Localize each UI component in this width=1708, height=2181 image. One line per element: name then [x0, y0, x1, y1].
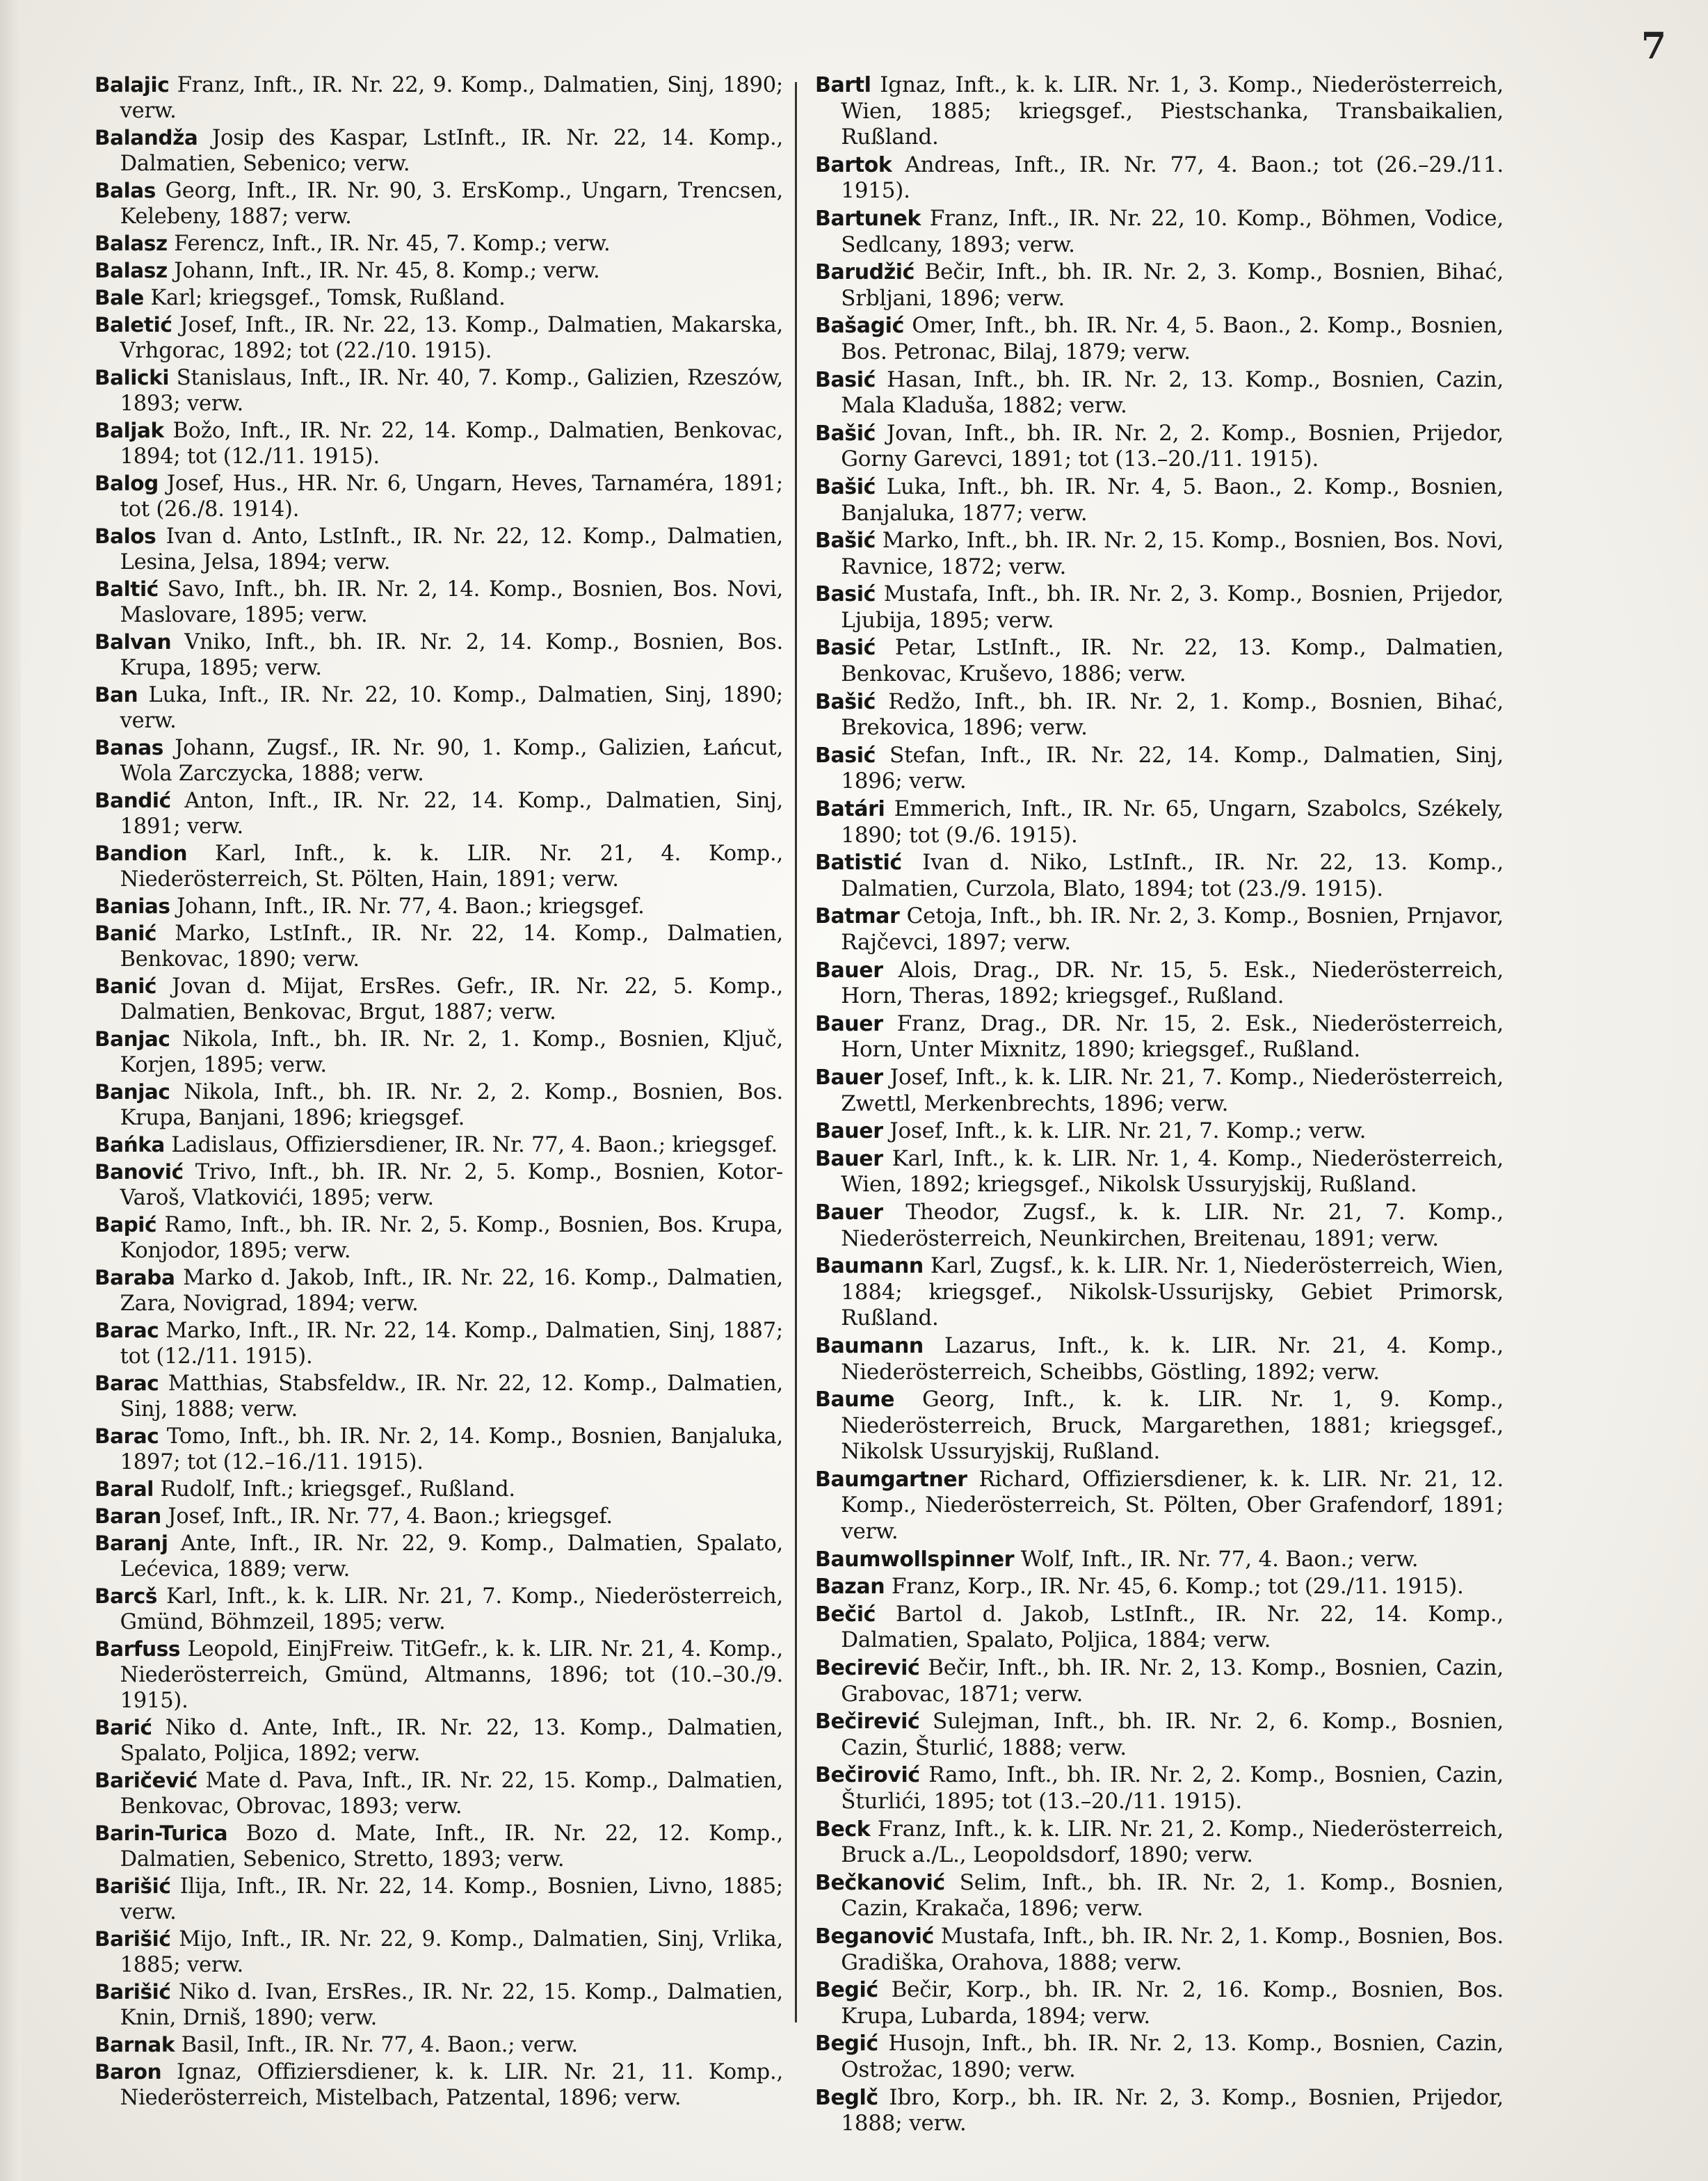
entry-surname: Begić: [815, 2031, 878, 2057]
entry-details: Franz, Drag., DR. Nr. 15, 2. Esk., Niederösterreich, Horn, Unter Mixnitz, 1890; kriegsgef., Rußland.: [841, 1011, 1504, 1063]
entry-details: Ilija, Inft., IR. Nr. 22, 14. Komp., Bosnien, Livno, 1885; verw.: [120, 1874, 783, 1924]
casualty-entry: [95, 577, 783, 628]
casualty-entry: [815, 1817, 1504, 1869]
casualty-entry: [95, 125, 783, 177]
casualty-entry: [95, 841, 783, 892]
casualty-entry: [815, 474, 1504, 526]
entry-surname: Batmar: [815, 904, 900, 929]
entry-surname: Ban: [95, 683, 138, 707]
entry-surname: Bašić: [815, 689, 876, 714]
entry-surname: Baume: [815, 1387, 895, 1413]
entry-details: Basil, Inft., IR. Nr. 77, 4. Baon.; verw.: [175, 2033, 578, 2057]
entry-details: Bozo d. Mate, Inft., IR. Nr. 22, 12. Komp., Dalmatien, Sebenico, Stretto, 1893; verw.: [120, 1821, 783, 1872]
entry-surname: Barcš: [95, 1584, 157, 1608]
entry-surname: Bašić: [815, 474, 876, 499]
entry-details: Sulejman, Inft., bh. IR. Nr. 2, 6. Komp., Bosnien, Cazin, Šturlić, 1888; verw.: [841, 1709, 1504, 1760]
casualty-entry: [815, 421, 1504, 473]
entry-details: Husojn, Inft., bh. IR. Nr. 2, 13. Komp., Bosnien, Cazin, Ostrožac, 1890; verw.: [841, 2031, 1504, 2082]
entry-details: Luka, Inft., bh. IR. Nr. 4, 5. Baon., 2. Komp., Bosnien, Banjaluka, 1877; verw.: [841, 474, 1504, 526]
entry-surname: Banjac: [95, 1027, 170, 1051]
casualty-entry: [815, 1602, 1504, 1654]
entry-details: Ibro, Korp., bh. IR. Nr. 2, 3. Komp., Bosnien, Prijedor, 1888; verw.: [841, 2084, 1504, 2136]
entry-details: Cetoja, Inft., bh. IR. Nr. 2, 3. Komp., Bosnien, Prnjavor, Rajčevci, 1897; verw.: [841, 903, 1504, 955]
entry-surname: Balvan: [95, 630, 172, 654]
casualty-entry: [95, 1424, 783, 1475]
casualty-entry: [815, 1977, 1504, 2029]
entry-details: Niko d. Ante, Inft., IR. Nr. 22, 13. Komp., Dalmatien, Spalato, Poljica, 1892; verw.: [120, 1716, 783, 1766]
casualty-entry: [815, 958, 1504, 1010]
entry-surname: Bale: [95, 286, 144, 309]
entry-details: Ramo, Inft., bh. IR. Nr. 2, 5. Komp., Bosnien, Bos. Krupa, Konjodor, 1895; verw.: [120, 1213, 783, 1263]
entry-surname: Bauer: [815, 1065, 883, 1090]
casualty-entry: [815, 1146, 1504, 1198]
entry-details: Ferencz, Inft., IR. Nr. 45, 7. Komp.; verw.: [167, 232, 611, 256]
entry-details: Georg, Inft., k. k. LIR. Nr. 1, 9. Komp., Niederösterreich, Bruck, Margarethen, 1881; kriegsgef., Nikolsk Ussuryjskij, Rußland.: [841, 1387, 1504, 1465]
entry-surname: Bańka: [95, 1133, 165, 1157]
entry-details: Ignaz, Offiziersdiener, k. k. LIR. Nr. 21, 11. Komp., Niederösterreich, Mistelbach, Patzental, 1896; verw.: [120, 2060, 783, 2110]
entry-details: Luka, Inft., IR. Nr. 22, 10. Komp., Dalmatien, Sinj, 1890; verw.: [120, 683, 783, 733]
casualty-entry: [95, 974, 783, 1025]
entry-details: Georg, Inft., IR. Nr. 90, 3. ErsKomp., Ungarn, Trencsen, Kelebeny, 1887; verw.: [120, 179, 783, 229]
entry-surname: Baran: [95, 1504, 161, 1528]
entry-details: Trivo, Inft., bh. IR. Nr. 2, 5. Komp., Bosnien, Kotor-Varoš, Vlatkovići, 1895; verw.: [120, 1160, 783, 1210]
entry-details: Nikola, Inft., bh. IR. Nr. 2, 2. Komp., Bosnien, Bos. Krupa, Banjani, 1896; kriegsgef.: [120, 1080, 783, 1130]
entry-details: Franz, Inft., IR. Nr. 22, 9. Komp., Dalmatien, Sinj, 1890; verw.: [120, 73, 783, 123]
casualty-entry: [95, 1821, 783, 1872]
entry-surname: Balos: [95, 524, 156, 548]
entry-details: Tomo, Inft., bh. IR. Nr. 2, 14. Komp., Bosnien, Banjaluka, 1897; tot (12.–16./11. 1915).: [120, 1424, 783, 1474]
entry-details: Josef, Inft., IR. Nr. 77, 4. Baon.; kriegsgef.: [161, 1504, 613, 1529]
entry-details: Ramo, Inft., bh. IR. Nr. 2, 2. Komp., Bosnien, Cazin, Šturlići, 1895; tot (13.–20./11. 1915).: [841, 1762, 1504, 1814]
casualty-entry: [95, 1079, 783, 1131]
casualty-entry: [95, 682, 783, 734]
entry-surname: Banović: [95, 1160, 184, 1184]
entry-surname: Barišić: [95, 1927, 171, 1951]
entry-surname: Bečirović: [815, 1763, 920, 1788]
entry-surname: Baričević: [95, 1769, 198, 1792]
right-column: [815, 72, 1504, 2139]
casualty-entry: [815, 1870, 1504, 1922]
casualty-entry: [815, 2031, 1504, 2083]
entry-details: Marko, LstInft., IR. Nr. 22, 14. Komp., Dalmatien, Benkovac, 1890; verw.: [120, 922, 783, 972]
entry-surname: Basić: [815, 743, 876, 768]
entry-details: Rudolf, Inft.; kriegsgef., Rußland.: [153, 1477, 515, 1502]
entry-surname: Baljak: [95, 419, 164, 442]
entry-details: Vniko, Inft., bh. IR. Nr. 2, 14. Komp., Bosnien, Bos. Krupa, 1895; verw.: [120, 630, 783, 680]
entry-details: Wolf, Inft., IR. Nr. 77, 4. Baon.; verw.: [1014, 1546, 1419, 1572]
casualty-entry: [95, 418, 783, 469]
casualty-entry: [95, 735, 783, 787]
entry-surname: Barić: [95, 1716, 152, 1739]
entry-surname: Balicki: [95, 366, 170, 389]
entry-details: Ivan d. Niko, LstInft., IR. Nr. 22, 13. Komp., Dalmatien, Curzola, Blato, 1894; tot (23./9. 1915).: [841, 850, 1504, 901]
entry-details: Johann, Inft., IR. Nr. 45, 8. Komp.; verw.: [167, 259, 600, 283]
casualty-entry: [815, 367, 1504, 419]
entry-surname: Bazan: [815, 1575, 885, 1600]
entry-details: Leopold, EinjFreiw. TitGefr., k. k. LIR. Nr. 21, 4. Komp., Niederösterreich, Gmünd, Altmanns, 1896; tot (10.–30./9. 1915).: [120, 1637, 783, 1713]
casualty-entry: [95, 629, 783, 681]
casualty-entry: [95, 2032, 783, 2058]
entry-details: Johann, Inft., IR. Nr. 77, 4. Baon.; kriegsgef.: [170, 894, 645, 919]
entry-details: Hasan, Inft., bh. IR. Nr. 2, 13. Komp., Bosnien, Cazin, Mala Kladuša, 1882; verw.: [841, 367, 1504, 419]
entry-details: Ignaz, Inft., k. k. LIR. Nr. 1, 3. Komp., Niederösterreich, Wien, 1885; kriegsgef., Piestschanka, Transbaikalien, Rußland.: [841, 72, 1504, 150]
entry-surname: Baumwollspinner: [815, 1547, 1015, 1572]
entry-details: Richard, Offiziersdiener, k. k. LIR. Nr. 21, 12. Komp., Niederösterreich, St. Pölten, Ober Grafendorf, 1891; verw.: [841, 1466, 1504, 1545]
entry-surname: Balas: [95, 179, 156, 202]
entry-details: Stefan, Inft., IR. Nr. 22, 14. Komp., Dalmatien, Sinj, 1896; verw.: [841, 742, 1504, 794]
entry-details: Karl, Inft., k. k. LIR. Nr. 21, 7. Komp., Niederösterreich, Gmünd, Böhmzeil, 1895; verw.: [120, 1584, 783, 1634]
entry-details: Stanislaus, Inft., IR. Nr. 40, 7. Komp., Galizien, Rzeszów, 1893; verw.: [120, 366, 783, 416]
casualty-entry: [95, 894, 783, 919]
entry-surname: Baraba: [95, 1266, 175, 1289]
casualty-entry: [95, 1504, 783, 1529]
entry-details: Josef, Inft., k. k. LIR. Nr. 21, 7. Komp., Niederösterreich, Zwettl, Merkenbrechts, 1896; verw.: [841, 1064, 1504, 1116]
entry-surname: Barac: [95, 1371, 159, 1395]
entry-details: Alois, Drag., DR. Nr. 15, 5. Esk., Niederösterreich, Horn, Theras, 1892; kriegsgef., Rußland.: [841, 957, 1504, 1009]
entry-surname: Bartok: [815, 152, 892, 177]
entry-surname: Bašić: [815, 529, 876, 554]
entry-details: Nikola, Inft., bh. IR. Nr. 2, 1. Komp., Bosnien, Ključ, Korjen, 1895; verw.: [120, 1027, 783, 1077]
casualty-entry: [95, 1132, 783, 1158]
casualty-entry: [95, 1584, 783, 1635]
entry-surname: Baletić: [95, 313, 172, 337]
entry-details: Bečir, Inft., bh. IR. Nr. 2, 13. Komp., Bosnien, Cazin, Grabovac, 1871; verw.: [841, 1655, 1504, 1707]
left-column: [95, 72, 783, 2112]
entry-surname: Basić: [815, 636, 876, 661]
casualty-entry: [95, 471, 783, 522]
casualty-entry: [815, 1065, 1504, 1117]
entry-surname: Bauer: [815, 1119, 883, 1144]
entry-details: Redžo, Inft., bh. IR. Nr. 2, 1. Komp., Bosnien, Bihać, Brekovica, 1896; verw.: [841, 689, 1504, 741]
entry-surname: Barac: [95, 1424, 159, 1448]
casualty-entry: [815, 1118, 1504, 1145]
entry-surname: Basić: [815, 582, 876, 607]
casualty-entry: [95, 1531, 783, 1582]
entry-details: Andreas, Inft., IR. Nr. 77, 4. Baon.; tot (26.–29./11. 1915).: [841, 152, 1504, 204]
casualty-entry: [95, 2059, 783, 2111]
casualty-entry: [95, 1318, 783, 1369]
entry-details: Mustafa, Inft., bh. IR. Nr. 2, 1. Komp., Bosnien, Bos. Gradiška, Orahova, 1888; verw.: [841, 1923, 1504, 1975]
entry-details: Božo, Inft., IR. Nr. 22, 14. Komp., Dalmatien, Benkovac, 1894; tot (12./11. 1915).: [120, 419, 783, 469]
entry-surname: Banić: [95, 974, 156, 998]
entry-surname: Batári: [815, 797, 885, 822]
entry-surname: Baltić: [95, 577, 159, 601]
entry-surname: Baumann: [815, 1254, 924, 1279]
entry-surname: Barfuss: [95, 1637, 181, 1661]
casualty-entry: [95, 788, 783, 839]
entry-surname: Bauer: [815, 958, 883, 983]
casualty-entry: [815, 152, 1504, 204]
entry-details: Josef, Inft., k. k. LIR. Nr. 21, 7. Komp.; verw.: [883, 1118, 1367, 1144]
casualty-entry: [95, 1476, 783, 1502]
binding-edge: [0, 0, 21, 2181]
entry-surname: Basić: [815, 367, 876, 392]
entry-details: Franz, Inft., k. k. LIR. Nr. 21, 2. Komp., Niederösterreich, Bruck a./L., Leopoldsdorf, 1890; verw.: [841, 1816, 1504, 1868]
casualty-entry: [815, 1762, 1504, 1814]
casualty-entry: [95, 1159, 783, 1211]
entry-surname: Bašić: [815, 421, 876, 446]
entry-surname: Beganović: [815, 1924, 934, 1949]
entry-surname: Bečić: [815, 1602, 876, 1627]
entry-surname: Baumann: [815, 1333, 924, 1358]
entry-details: Jovan d. Mijat, ErsRes. Gefr., IR. Nr. 22, 5. Komp., Dalmatien, Benkovac, Brgut, 1887; verw.: [120, 974, 783, 1024]
entry-details: Niko d. Ivan, ErsRes., IR. Nr. 22, 15. Komp., Dalmatien, Knin, Drniš, 1890; verw.: [120, 1980, 783, 2030]
entry-details: Mustafa, Inft., bh. IR. Nr. 2, 3. Komp., Bosnien, Prijedor, Ljubija, 1895; verw.: [841, 581, 1504, 633]
casualty-entry: [95, 1768, 783, 1819]
entry-details: Josip des Kaspar, LstInft., IR. Nr. 22, 14. Komp., Dalmatien, Sebenico; verw.: [120, 126, 783, 176]
entry-details: Marko, Inft., IR. Nr. 22, 14. Komp., Dalmatien, Sinj, 1887; tot (12./11. 1915).: [120, 1319, 783, 1369]
casualty-entry: [815, 1574, 1504, 1600]
casualty-entry: [95, 921, 783, 972]
casualty-entry: [815, 635, 1504, 687]
entry-surname: Balandža: [95, 126, 198, 150]
casualty-entry: [95, 524, 783, 575]
entry-surname: Balog: [95, 472, 159, 495]
casualty-entry: [815, 796, 1504, 848]
entry-details: Josef, Inft., IR. Nr. 22, 13. Komp., Dalmatien, Makarska, Vrhgorac, 1892; tot (22./10. 1915).: [120, 313, 783, 363]
entry-details: Karl, Inft., k. k. LIR. Nr. 1, 4. Komp., Niederösterreich, Wien, 1892; kriegsgef., Nikolsk Ussuryjskij, Rußland.: [841, 1145, 1504, 1198]
entry-details: Mate d. Pava, Inft., IR. Nr. 22, 15. Komp., Dalmatien, Benkovac, Obrovac, 1893; verw.: [120, 1769, 783, 1819]
casualty-entry: [95, 312, 783, 364]
entry-surname: Bauer: [815, 1146, 883, 1171]
casualty-entry: [95, 1212, 783, 1264]
entry-surname: Begić: [815, 1978, 878, 2003]
casualty-entry: [815, 1709, 1504, 1761]
casualty-entry: [95, 258, 783, 284]
casualty-entry: [815, 1253, 1504, 1332]
entry-details: Bartol d. Jakob, LstInft., IR. Nr. 22, 14. Komp., Dalmatien, Spalato, Poljica, 1884; verw.: [841, 1601, 1504, 1653]
casualty-entry: [95, 1636, 783, 1714]
entry-details: Marko d. Jakob, Inft., IR. Nr. 22, 16. Komp., Dalmatien, Zara, Novigrad, 1894; verw.: [120, 1266, 783, 1316]
entry-details: Ivan d. Anto, LstInft., IR. Nr. 22, 12. Komp., Dalmatien, Lesina, Jelsa, 1894; verw.: [120, 524, 783, 574]
entry-surname: Beglč: [815, 2085, 878, 2110]
entry-details: Johann, Zugsf., IR. Nr. 90, 1. Komp., Galizien, Łańcut, Wola Zarczycka, 1888; verw.: [120, 736, 783, 786]
entry-surname: Balasz: [95, 232, 168, 255]
entry-surname: Baron: [95, 2060, 162, 2084]
entry-surname: Banias: [95, 894, 170, 918]
entry-surname: Banjac: [95, 1080, 170, 1104]
entry-details: Matthias, Stabsfeldw., IR. Nr. 22, 12. Komp., Dalmatien, Sinj, 1888; verw.: [120, 1371, 783, 1422]
casualty-entry: [95, 72, 783, 124]
entry-surname: Barišić: [95, 1874, 171, 1898]
casualty-entry: [815, 2085, 1504, 2137]
entry-surname: Beck: [815, 1817, 871, 1842]
entry-details: Emmerich, Inft., IR. Nr. 65, Ungarn, Szabolcs, Székely, 1890; tot (9./6. 1915).: [841, 796, 1504, 848]
entry-surname: Bašagić: [815, 314, 904, 339]
casualty-entry: [95, 1265, 783, 1317]
casualty-entry: [95, 1979, 783, 2031]
entry-details: Selim, Inft., bh. IR. Nr. 2, 1. Komp., Bosnien, Cazin, Krakača, 1896; verw.: [841, 1869, 1504, 1922]
casualty-entry: [815, 72, 1504, 151]
entry-surname: Balasz: [95, 259, 168, 282]
entry-details: Josef, Hus., HR. Nr. 6, Ungarn, Heves, Tarnaméra, 1891; tot (26./8. 1914).: [120, 472, 783, 522]
entry-details: Karl, Inft., k. k. LIR. Nr. 21, 4. Komp., Niederösterreich, St. Pölten, Hain, 1891; verw.: [120, 842, 783, 892]
entry-details: Franz, Inft., IR. Nr. 22, 10. Komp., Böhmen, Vodice, Sedlcany, 1893; verw.: [841, 205, 1504, 257]
casualty-entry: [95, 231, 783, 257]
entry-details: Franz, Korp., IR. Nr. 45, 6. Komp.; tot (29./11. 1915).: [885, 1574, 1464, 1600]
entry-details: Karl; kriegsgef., Tomsk, Rußland.: [143, 286, 506, 310]
casualty-entry: [815, 1333, 1504, 1385]
entry-details: Mijo, Inft., IR. Nr. 22, 9. Komp., Dalmatien, Sinj, Vrlika, 1885; verw.: [120, 1927, 783, 1977]
casualty-entry: [95, 365, 783, 417]
casualty-entry: [815, 1924, 1504, 1976]
casualty-entry: [815, 743, 1504, 795]
casualty-entry: [815, 1200, 1504, 1252]
casualty-entry: [815, 1387, 1504, 1465]
entry-surname: Bauer: [815, 1011, 883, 1036]
entry-surname: Baumgartner: [815, 1467, 967, 1492]
entry-surname: Bauer: [815, 1200, 883, 1225]
casualty-entry: [95, 1874, 783, 1925]
entry-details: Savo, Inft., bh. IR. Nr. 2, 14. Komp., Bosnien, Bos. Novi, Maslovare, 1895; verw.: [120, 577, 783, 627]
entry-surname: Batistić: [815, 851, 902, 876]
entry-details: Ante, Inft., IR. Nr. 22, 9. Komp., Dalmatien, Spalato, Lećevica, 1889; verw.: [120, 1531, 783, 1582]
entry-details: Theodor, Zugsf., k. k. LIR. Nr. 21, 7. Komp., Niederösterreich, Neunkirchen, Breitenau, 1891; verw.: [841, 1199, 1504, 1251]
casualty-entry: [815, 689, 1504, 741]
casualty-entry: [815, 1011, 1504, 1063]
casualty-entry: [815, 1467, 1504, 1545]
entry-surname: Bartl: [815, 73, 871, 97]
entry-surname: Banas: [95, 736, 163, 759]
casualty-entry: [95, 1926, 783, 1978]
page-number: 7: [1641, 25, 1666, 67]
entry-details: Petar, LstInft., IR. Nr. 22, 13. Komp., Dalmatien, Benkovac, Kruševo, 1886; verw.: [841, 635, 1504, 687]
casualty-entry: [815, 206, 1504, 258]
entry-surname: Barišić: [95, 1980, 171, 2004]
casualty-entry: [815, 1655, 1504, 1707]
column-divider: [795, 82, 797, 2022]
casualty-entry: [815, 1547, 1504, 1573]
entry-surname: Barin-Turica: [95, 1821, 228, 1845]
entry-details: Bečir, Inft., bh. IR. Nr. 2, 3. Komp., Bosnien, Bihać, Srbljani, 1896; verw.: [841, 259, 1504, 311]
entry-surname: Baral: [95, 1477, 154, 1501]
entry-surname: Barudžić: [815, 260, 915, 285]
entry-surname: Bandion: [95, 842, 188, 865]
entry-details: Anton, Inft., IR. Nr. 22, 14. Komp., Dalmatien, Sinj, 1891; verw.: [120, 789, 783, 839]
entry-surname: Barac: [95, 1319, 159, 1342]
entry-details: Marko, Inft., bh. IR. Nr. 2, 15. Komp., Bosnien, Bos. Novi, Ravnice, 1872; verw.: [841, 528, 1504, 579]
casualty-entry: [815, 903, 1504, 956]
casualty-entry: [815, 850, 1504, 902]
casualty-entry: [95, 285, 783, 311]
casualty-entry: [815, 581, 1504, 634]
casualty-entry: [815, 259, 1504, 312]
entry-surname: Bečkanović: [815, 1870, 945, 1895]
entry-surname: Bandić: [95, 789, 171, 812]
entry-details: Omer, Inft., bh. IR. Nr. 4, 5. Baon., 2. Komp., Bosnien, Bos. Petronac, Bilaj, 1879; verw.: [841, 313, 1504, 364]
casualty-entry: [815, 313, 1504, 365]
casualty-entry: [95, 1715, 783, 1766]
entry-surname: Bartunek: [815, 206, 921, 231]
entry-details: Karl, Zugsf., k. k. LIR. Nr. 1, Niederösterreich, Wien, 1884; kriegsgef., Nikolsk-Ussurijsky, Gebiet Primorsk, Rußland.: [841, 1253, 1504, 1331]
entry-details: Jovan, Inft., bh. IR. Nr. 2, 2. Komp., Bosnien, Prijedor, Gorny Garevci, 1891; tot (13.–20./11. 1915).: [841, 420, 1504, 472]
entry-surname: Balajic: [95, 73, 170, 97]
casualty-entry: [95, 1027, 783, 1078]
entry-surname: Bečirević: [815, 1709, 920, 1735]
entry-surname: Barnak: [95, 2033, 175, 2057]
entry-details: Bečir, Korp., bh. IR. Nr. 2, 16. Komp., Bosnien, Bos. Krupa, Lubarda, 1894; verw.: [841, 1977, 1504, 2029]
casualty-entry: [95, 178, 783, 230]
entry-surname: Banić: [95, 922, 156, 945]
entry-surname: Bapić: [95, 1213, 157, 1237]
casualty-entry: [95, 1371, 783, 1422]
casualty-entry: [815, 528, 1504, 580]
entry-details: Lazarus, Inft., k. k. LIR. Nr. 21, 4. Komp., Niederösterreich, Scheibbs, Göstling, 1892; verw.: [841, 1333, 1504, 1385]
entry-surname: Baranj: [95, 1531, 168, 1555]
entry-details: Ladislaus, Offiziersdiener, IR. Nr. 77, 4. Baon.; kriegsgef.: [164, 1133, 778, 1157]
entry-surname: Becirević: [815, 1656, 920, 1681]
